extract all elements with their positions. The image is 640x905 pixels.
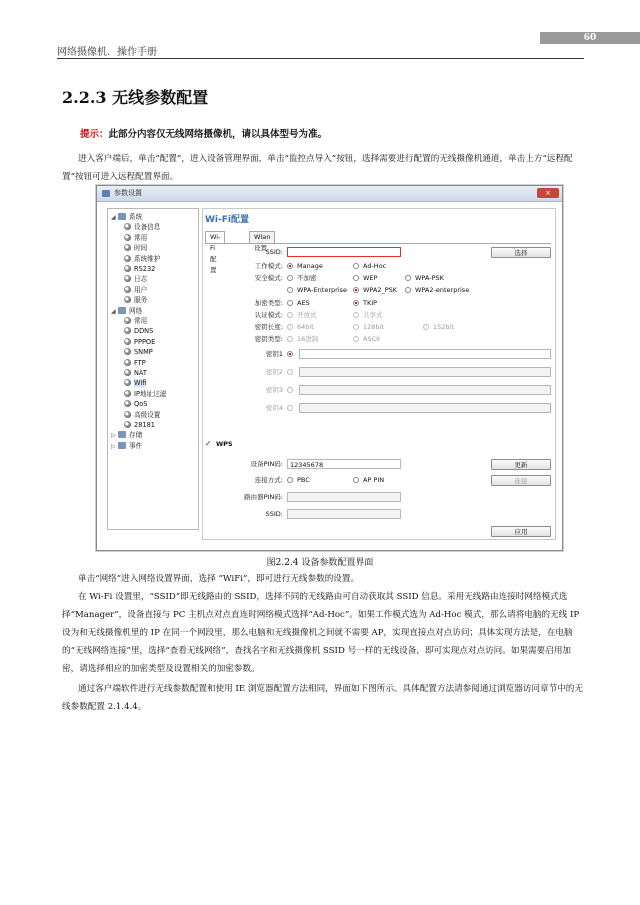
tree-item-label: 存储	[129, 431, 143, 440]
security-wep[interactable]	[353, 273, 377, 284]
auth-shared[interactable]	[353, 310, 383, 321]
tree-item[interactable]	[111, 212, 142, 222]
encrypt-tkip[interactable]	[353, 298, 377, 309]
radio-icon	[287, 312, 293, 318]
paragraph-client: 通过客户端软件进行无线参数配置和使用 IE 浏览器配置方法相同，界面如下图所示。具体配置方法请参阅通过浏览器访问章节中的无线参数配置 2.1.4.4。	[62, 684, 583, 712]
tree-item[interactable]	[124, 243, 147, 253]
update-button[interactable]: 更新	[491, 459, 551, 470]
gear-icon	[124, 359, 131, 366]
header-rule	[57, 58, 584, 59]
key2-input[interactable]	[299, 367, 551, 377]
security-label: 安全模式:	[254, 274, 283, 282]
gear-icon	[124, 286, 131, 293]
ssid-row	[203, 247, 553, 258]
radio-label: AES	[297, 299, 310, 307]
gear-icon	[124, 223, 131, 230]
tree-item-label: 日志	[134, 275, 148, 284]
radio-icon	[287, 477, 293, 483]
tree-item-label: DDNS	[134, 327, 154, 336]
work-mode-label: 工作模式:	[254, 262, 283, 270]
gear-icon	[124, 317, 131, 324]
radio-label: 64bit	[297, 323, 314, 331]
ssid-input[interactable]	[287, 247, 401, 257]
radio-icon	[353, 263, 359, 269]
key3-radio[interactable]	[287, 385, 297, 396]
connect-ap-pin[interactable]	[353, 475, 384, 486]
paragraph-wifi: 在 Wi-Fi 设置里，“SSID”即无线路由的 SSID，选择不同的无线路由可自动获取其 SSID 信息。采用无线路由连接时网络模式选择“Manager”，设备直接与 PC 主机点对点直连时网络模式选择“Ad-Hoc”。如果工作模式选为 Ad-Hoc 模式，那么请将电脑的无线 IP 设为和无线摄像机里的 IP 在同一个网段里，那么电脑和无线摄像机之间就不需要 AP，实现直接点对点访问；具体实现方法是，在电脑的“无线网络连接”里，选择“查看无线网络”，查找名字和无线摄像机 SSID 号一样的无线设备，即可实现点对点访问。如果需要启用加密，请选择相应的加密类型及设置相关的加密参数。	[62, 592, 580, 674]
tree-item-label: Wifi	[134, 379, 147, 388]
note-label: 提示：	[80, 129, 109, 140]
security-wpa2-psk[interactable]	[353, 285, 397, 296]
tree-item[interactable]	[124, 295, 147, 305]
settings-tree	[107, 208, 199, 530]
key-type-label: 密钥类型:	[254, 335, 283, 343]
pin-row	[203, 459, 553, 470]
router-pin-label: 路由器PIN码:	[244, 493, 283, 501]
tree-item[interactable]	[124, 264, 155, 274]
gear-icon	[124, 234, 131, 241]
tab-wifi-config[interactable]: Wi-Fi配置	[205, 231, 225, 244]
key4-radio[interactable]	[287, 403, 297, 414]
panel-title: Wi-Fi配置	[205, 215, 249, 225]
window-app-icon	[102, 190, 110, 197]
window-title: 参数设置	[114, 189, 142, 197]
radio-label: WEP	[363, 274, 378, 282]
gear-icon	[124, 338, 131, 345]
keytype-ascii[interactable]	[353, 334, 380, 345]
connect-button[interactable]: 连接	[491, 475, 551, 486]
wps-ssid-label: SSID:	[265, 510, 283, 518]
radio-icon	[287, 324, 293, 330]
gear-icon	[124, 369, 131, 376]
keylen-152[interactable]	[423, 322, 454, 333]
tree-item-label: IP地址过滤	[134, 389, 167, 398]
tree-item-label: 系统维护	[134, 254, 161, 263]
wps-label: WPS	[216, 440, 233, 448]
folder-icon	[118, 213, 126, 220]
key2-radio[interactable]	[287, 367, 297, 378]
tree-item[interactable]	[124, 285, 147, 295]
section-title: 2.2.3 无线参数配置	[62, 88, 209, 107]
radio-icon	[287, 336, 293, 342]
key3-label: 密钥3	[265, 386, 283, 394]
tree-item-label: FTP	[134, 358, 146, 367]
key3-row	[203, 385, 553, 396]
radio-label: TKIP	[363, 299, 378, 307]
encrypt-row	[203, 298, 553, 309]
radio-icon	[287, 369, 293, 375]
wifi-panel	[202, 208, 556, 540]
page-number: 60	[540, 32, 640, 44]
key4-input[interactable]	[299, 403, 551, 413]
connect-label: 连接方式:	[254, 476, 283, 484]
tree-item[interactable]	[124, 326, 153, 336]
radio-icon	[405, 275, 411, 281]
keytype-hex[interactable]	[287, 334, 318, 345]
radio-label: 不加密	[297, 274, 317, 282]
gear-icon	[124, 296, 131, 303]
radio-icon	[353, 324, 359, 330]
auth-label: 认证模式:	[254, 311, 283, 319]
check-icon: ✓	[205, 439, 212, 448]
tree-item-label: 常用	[134, 233, 148, 242]
tree-item-label: 设备信息	[134, 223, 161, 232]
tree-item-label: 服务	[134, 296, 148, 305]
folder-icon	[118, 307, 126, 314]
folder-icon	[118, 431, 126, 438]
key2-row	[203, 367, 553, 378]
tree-item-label: SNMP	[134, 348, 153, 357]
auth-row	[203, 310, 553, 321]
tree-item-label: PPPOE	[134, 337, 156, 346]
radio-label: 开放式	[297, 311, 317, 319]
close-button[interactable]: ×	[537, 188, 559, 198]
radio-icon	[353, 336, 359, 342]
radio-label: PBC	[297, 476, 310, 484]
tree-item[interactable]	[111, 430, 142, 440]
tree-item[interactable]	[124, 420, 155, 430]
radio-label: 128bit	[363, 323, 384, 331]
security-none[interactable]	[287, 273, 317, 284]
tree-item-label: 28181	[134, 421, 155, 429]
radio-icon	[353, 300, 359, 306]
key-length-label: 密钥长度:	[254, 323, 283, 331]
radio-label: WPA2-enterprise	[415, 286, 470, 294]
note	[80, 126, 327, 140]
tree-item[interactable]	[124, 347, 153, 357]
connect-pbc[interactable]	[287, 475, 310, 486]
tree-item-label: 时间	[134, 244, 148, 253]
tree-item[interactable]	[124, 389, 166, 399]
tree-item[interactable]	[124, 316, 147, 326]
keylen-128[interactable]	[353, 322, 384, 333]
tree-item[interactable]	[124, 254, 160, 264]
encrypt-aes[interactable]	[287, 298, 310, 309]
radio-label: WPA-PSK	[415, 274, 444, 282]
radio-icon	[353, 312, 359, 318]
gear-icon	[124, 421, 131, 428]
radio-icon	[353, 477, 359, 483]
radio-icon	[287, 300, 293, 306]
config-window	[96, 185, 563, 551]
work-mode-manage[interactable]	[287, 261, 323, 272]
connect-row	[203, 475, 553, 486]
work-mode-row	[203, 261, 553, 272]
radio-icon	[405, 287, 411, 293]
expander-icon[interactable]: ▷	[111, 442, 116, 450]
folder-icon	[118, 442, 126, 449]
security-row-1	[203, 273, 553, 284]
radio-label: WPA-Enterprise	[297, 286, 348, 294]
gear-icon	[124, 327, 131, 334]
tree-item[interactable]	[124, 410, 160, 420]
key4-label: 密钥4	[265, 404, 283, 412]
keylen-64[interactable]	[287, 322, 314, 333]
tab-divider	[205, 243, 551, 244]
ssid-label: SSID:	[265, 248, 283, 256]
radio-label: AP PIN	[363, 476, 385, 484]
figure-caption: 图2.2.4 设备参数配置界面	[266, 558, 374, 568]
window-titlebar	[97, 186, 562, 202]
key1-radio[interactable]	[287, 349, 297, 360]
wps-ssid-row	[203, 509, 553, 520]
radio-label: 16进制	[297, 335, 319, 343]
expander-icon[interactable]: ◢	[111, 214, 116, 221]
router-pin-row	[203, 492, 553, 503]
tree-item-label: 事件	[129, 441, 143, 450]
gear-icon	[124, 255, 131, 262]
gear-icon	[124, 400, 131, 407]
radio-icon	[353, 275, 359, 281]
security-wpa2-enterprise[interactable]	[405, 285, 469, 296]
security-row-2	[203, 285, 553, 296]
key1-row	[203, 349, 553, 360]
radio-icon	[287, 287, 293, 293]
radio-icon	[423, 324, 429, 330]
gear-icon	[124, 275, 131, 282]
tree-item[interactable]	[111, 441, 142, 451]
tree-item-label: 系统	[129, 213, 143, 221]
tree-item-label: 常用	[134, 317, 148, 325]
tree-item-label: RS232	[134, 265, 156, 273]
gear-icon	[124, 348, 131, 355]
work-mode-adhoc[interactable]	[353, 261, 386, 272]
tree-item-label: NAT	[134, 369, 147, 377]
radio-icon	[287, 275, 293, 281]
gear-icon	[124, 411, 131, 418]
radio-icon	[287, 387, 293, 393]
key1-input[interactable]	[299, 349, 551, 359]
tree-item-label: QoS	[134, 400, 148, 409]
radio-label: WPA2_PSK	[363, 286, 398, 294]
tree-item[interactable]	[124, 368, 147, 378]
key4-row	[203, 403, 553, 414]
radio-label: ASCII	[363, 335, 380, 343]
apply-button[interactable]: 应用	[491, 526, 551, 537]
radio-label: 152bit	[433, 323, 454, 331]
radio-label: Manage	[297, 262, 323, 270]
key-type-row	[203, 334, 553, 345]
pin-input[interactable]: 12345678	[287, 459, 401, 469]
radio-icon	[287, 405, 293, 411]
radio-icon	[287, 263, 293, 269]
expander-icon[interactable]: ◢	[111, 307, 116, 315]
radio-icon	[287, 351, 293, 357]
wps-checkbox[interactable]	[205, 440, 233, 448]
tree-item-label: 用户	[134, 285, 148, 294]
tree-item[interactable]	[124, 399, 147, 409]
router-pin-input[interactable]	[287, 492, 401, 502]
tab-wlan-settings[interactable]: Wlan设置	[249, 231, 275, 243]
security-wpa-psk[interactable]	[405, 273, 444, 284]
note-text: 此部分内容仅无线网络摄像机，请以具体型号为准。	[108, 129, 328, 140]
gear-icon	[124, 265, 131, 272]
gear-icon	[124, 379, 131, 386]
gear-icon	[124, 390, 131, 397]
key1-label: 密钥1	[265, 350, 283, 358]
running-header: 网络摄像机．操作手册	[57, 47, 157, 58]
radio-icon	[353, 287, 359, 293]
select-button[interactable]: 选择	[491, 247, 551, 258]
expander-icon[interactable]: ▷	[111, 432, 116, 440]
gear-icon	[124, 244, 131, 251]
auth-open[interactable]	[287, 310, 317, 321]
key3-input[interactable]	[299, 385, 551, 395]
tree-item-label: 网络	[129, 306, 143, 315]
security-wpa-enterprise[interactable]	[287, 285, 347, 296]
paragraph-network: 单击“网络”进入网络设置界面，选择 “WiFi”，即可进行无线参数的设置。	[78, 574, 360, 584]
tree-item[interactable]	[124, 337, 155, 347]
wps-ssid-input[interactable]	[287, 509, 401, 519]
tree-item[interactable]	[124, 378, 146, 388]
encrypt-label: 加密类型:	[254, 299, 283, 307]
radio-label: Ad-Hoc	[363, 262, 387, 270]
tree-item[interactable]	[124, 222, 160, 232]
radio-label: 共享式	[363, 311, 383, 319]
key2-label: 密钥2	[265, 368, 283, 376]
tree-item-label: 高级设置	[134, 410, 161, 419]
tree-item[interactable]	[124, 233, 147, 243]
tree-item[interactable]	[111, 306, 142, 316]
key-length-row	[203, 322, 553, 333]
pin-label: 设备PIN码:	[250, 460, 283, 468]
tree-item[interactable]	[124, 358, 146, 368]
intro-paragraph: 进入客户端后，单击“配置”，进入设备管理界面，单击“监控点导入”按钮，选择需要进行配置的无线摄像机通道，单击上方“远程配置”按钮可进入远程配置界面。	[62, 154, 573, 182]
tree-item[interactable]	[124, 274, 147, 284]
